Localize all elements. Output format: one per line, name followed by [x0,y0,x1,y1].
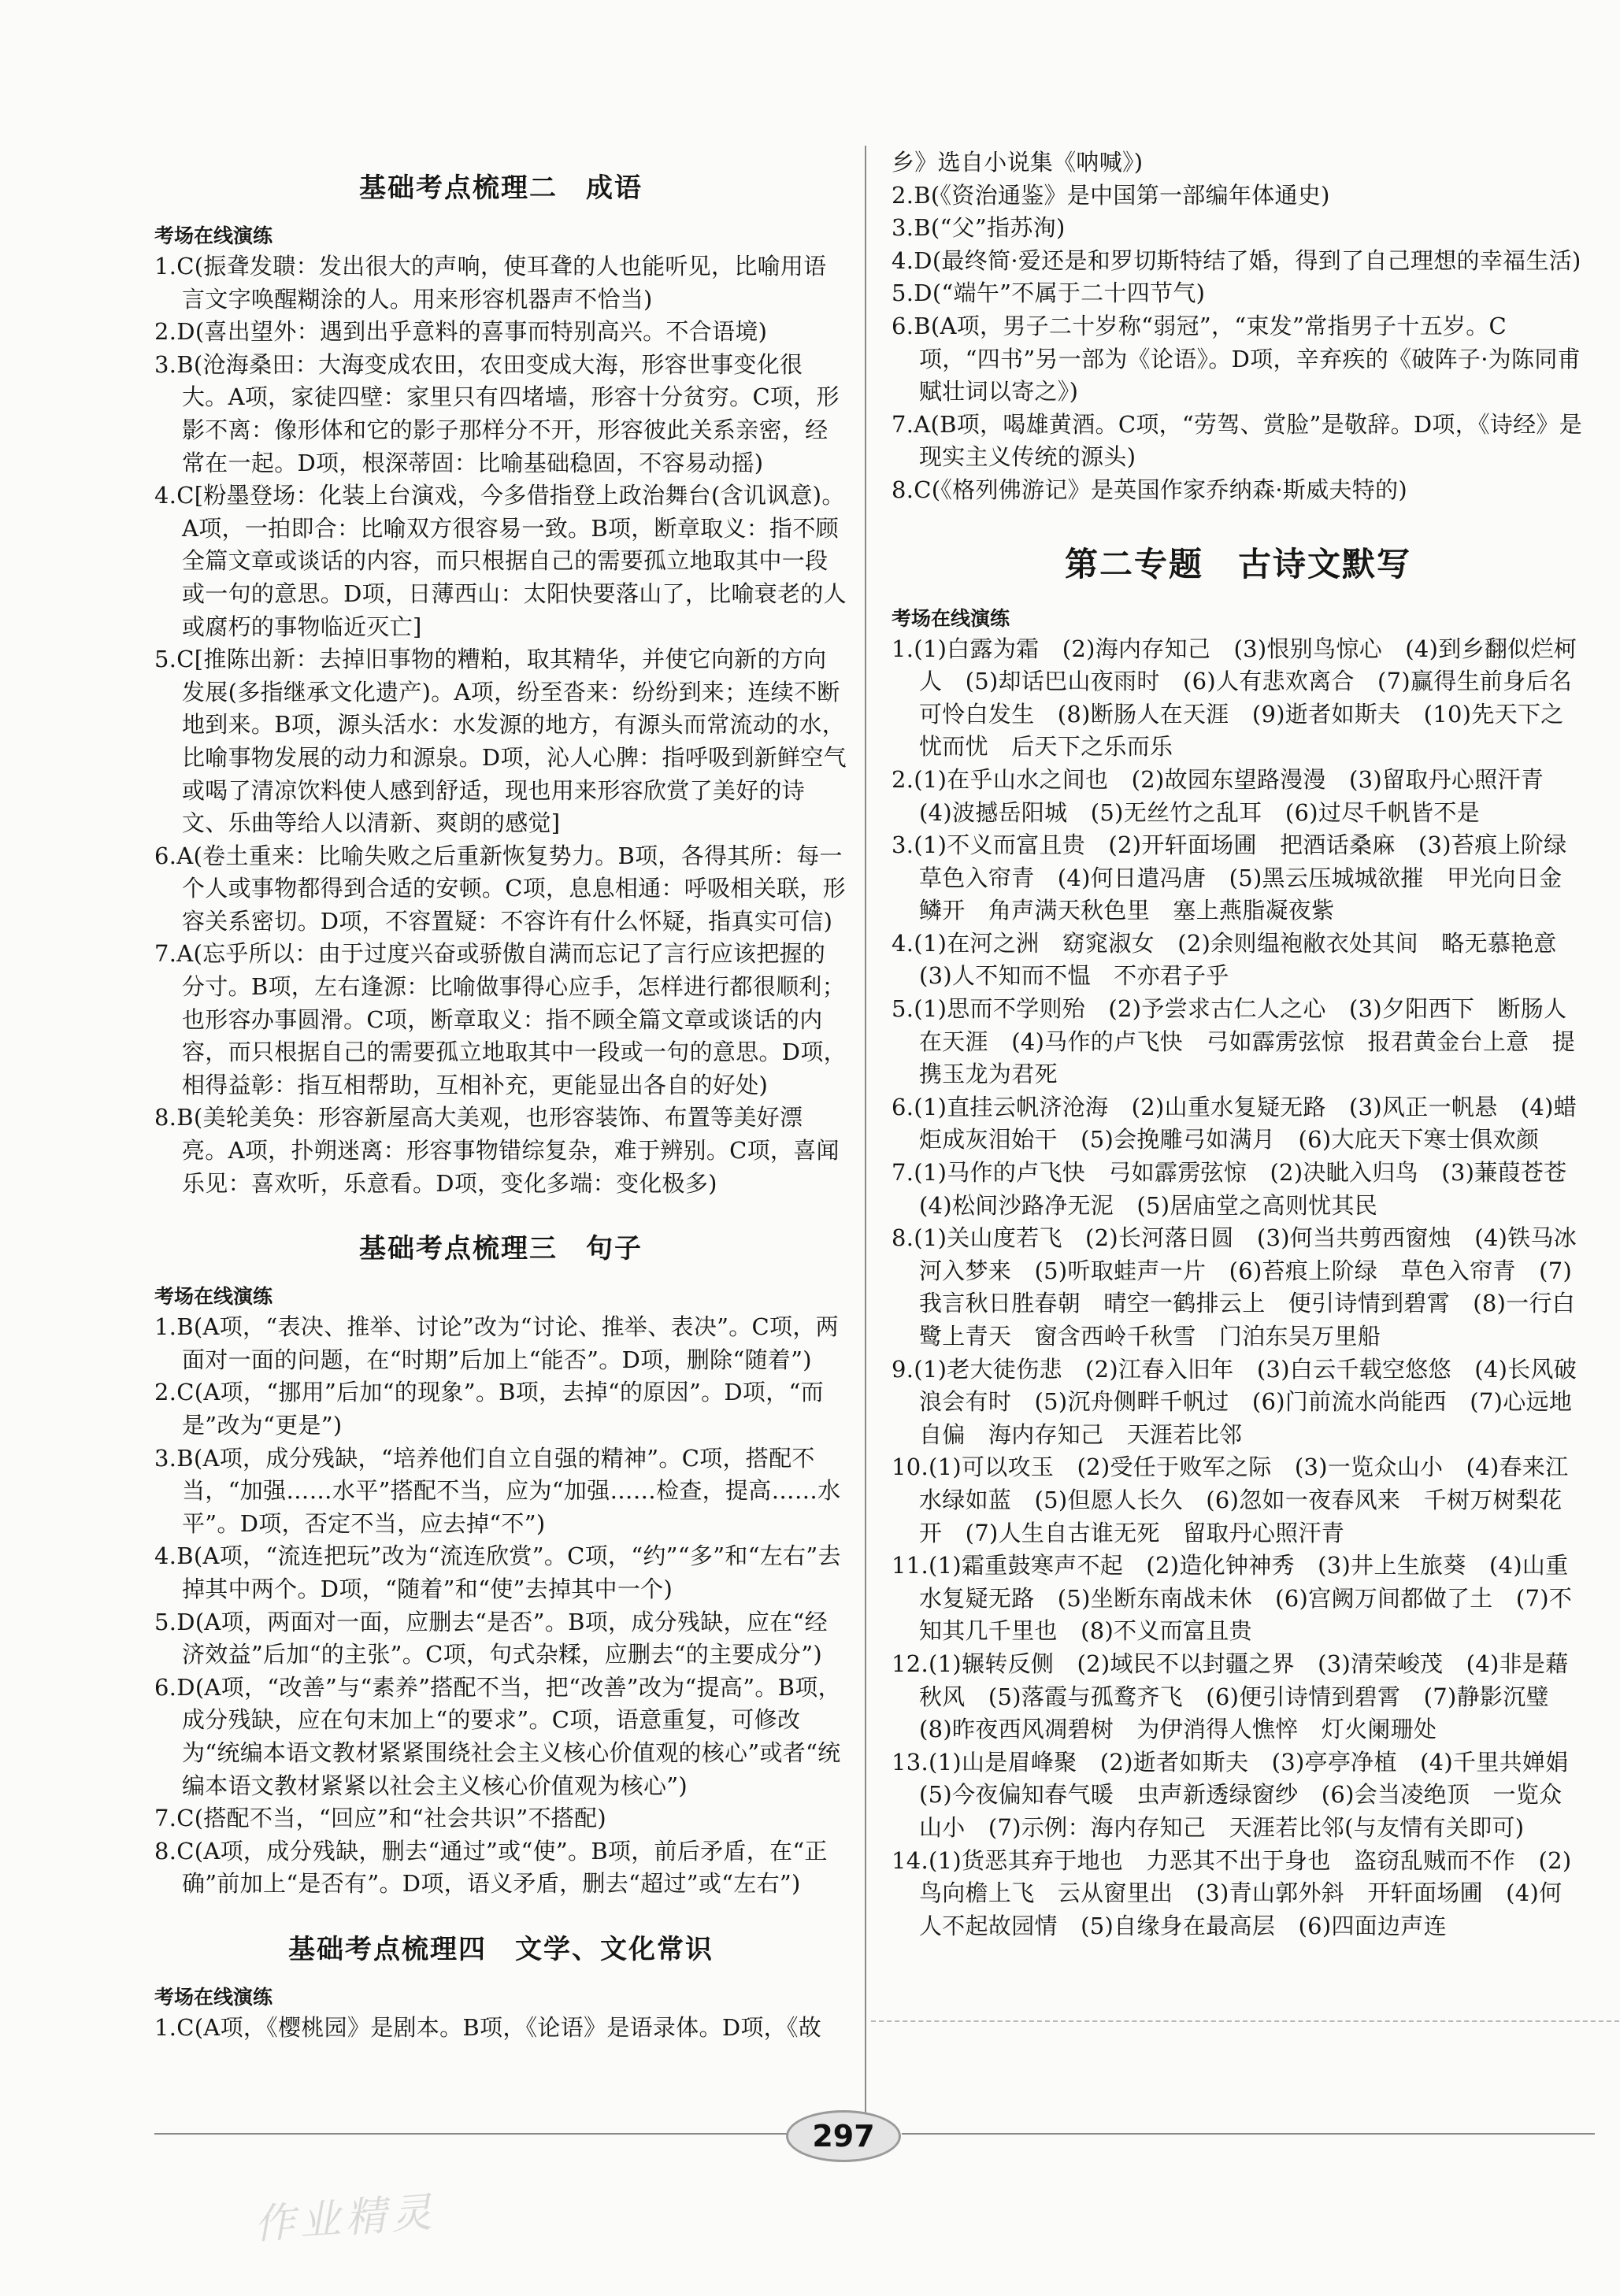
answer-item: 5.C[推陈出新：去掉旧事物的糟粕，取其精华，并使它向新的方向发展(多指继承文化遗产)。A项，纷至沓来：纷纷到来；连续不断地到来。B项，源头活水：水发源的地方，有源头而常流动的水，比喻事物发展的动力和源泉。D项，沁人心脾：指呼吸到新鲜空气或喝了清凉饮料使人感到舒适，现也用来形容欣赏了美好的诗文、乐曲等给人以清新、爽朗的感觉] [154,646,847,837]
answer-item: 1.C(A项，《樱桃园》是剧本。B项，《论语》是语录体。D项，《故 [154,2013,822,2041]
section-title-idioms: 基础考点梳理二 成语 [359,172,643,204]
answer-item: 8.(1)关山度若飞 (2)长河落日圆 (3)何当共剪西窗烛 (4)铁马冰河入梦来 (5)听取蛙声一片 (6)苔痕上阶绿 草色入帘青 (7)我言秋日胜春朝 晴空一鹤排云上 便引诗情到碧霄 (8)一行白鹭上青天 窗含西岭千秋雪 门泊东吴万里船 [892,1224,1577,1350]
practice-subheading: 考场在线演练 [154,1985,273,2009]
answer-item: 7.A(B项，喝雄黄酒。C项，“劳驾、赏脸”是敬辞。D项，《诗经》是现实主义传统的源头) [892,410,1583,471]
answer-item-continuation: 乡》选自小说集《呐喊》) [892,149,1144,176]
footer-rule-right [902,2133,1595,2135]
answer-item: 12.(1)辗转反侧 (2)域民不以封疆之界 (3)清荣峻茂 (4)非是藉秋风 (5)落霞与孤鹜齐飞 (6)便引诗情到碧霄 (7)静影沉璧 (8)昨夜西风凋碧树 为伊消得人憔悴 灯火阑珊处 [892,1650,1573,1743]
answer-item: 11.(1)霜重鼓寒声不起 (2)造化钟神秀 (3)井上生旅葵 (4)山重水复疑无路 (5)坐断东南战未休 (6)宫阙万间都做了土 (7)不知其几千里也 (8)不义而富且贵 [892,1552,1573,1645]
answer-item: 2.D(喜出望外：遇到出乎意料的喜事而特别高兴。不合语境) [154,318,768,346]
answer-item: 10.(1)可以攻玉 (2)受任于败军之际 (3)一览众山小 (4)春来江水绿如蓝 (5)但愿人长久 (6)忽如一夜春风来 千树万树梨花开 (7)人生自古谁无死 留取丹心照汗青 [892,1454,1569,1546]
right-column [892,146,1596,1942]
answer-item: 6.D(A项，“改善”与“素养”搭配不当，把“改善”改为“提高”。B项，成分残缺，应在句末加上“的要求”。C项，语意重复，可修改为“统编本语文教材紧紧围绕社会主义核心价值观的核心”或者“统编本语文教材紧紧以社会主义核心价值观为核心”) [154,1673,841,1799]
answer-item: 5.D(“端午”不属于二十四节气) [892,280,1206,307]
page-number: 297 [786,2110,901,2162]
answer-item: 3.B(A项，成分残缺，“培养他们自立自强的精神”。C项，搭配不当，“加强……水平”搭配不当，应为“加强……检查，提高……水平”。D项，否定不当，应去掉“不”) [154,1444,841,1537]
answer-item: 5.(1)思而不学则殆 (2)予尝求古仁人之心 (3)夕阳西下 断肠人在天涯 (4)马作的卢飞快 弓如霹雳弦惊 报君黄金台上意 提携玉龙为君死 [892,995,1576,1088]
answer-item: 6.B(A项，男子二十岁称“弱冠”，“束发”常指男子十五岁。C项，“四书”另一部为《论语》。D项，辛弃疾的《破阵子·为陈同甫赋壮词以寄之》) [892,312,1581,406]
answer-list-literature-continued [892,146,1585,507]
answer-item: 1.C(振聋发聩：发出很大的声响，使耳聋的人也能听见，比喻用语言文字唤醒糊涂的人。用来形容机器声不恰当) [154,253,827,313]
answer-item: 6.(1)直挂云帆济沧海 (2)山重水复疑无路 (3)风正一帆悬 (4)蜡炬成灰泪始干 (5)会挽雕弓如满月 (6)大庇天下寒士俱欢颜 [892,1093,1577,1154]
answer-item: 8.B(美轮美奂：形容新屋高大美观，也形容装饰、布置等美好漂亮。A项，扑朔迷离：形容事物错综复杂，难于辨别。C项，喜闻乐见：喜欢听，乐意看。D项，变化多端：变化极多) [154,1104,840,1197]
answer-item: 7.(1)马作的卢飞快 弓如霹雳弦惊 (2)决眦入归鸟 (3)蒹葭苍苍 (4)松间沙路净无泥 (5)居庙堂之高则忧其民 [892,1159,1590,1219]
answer-item: 14.(1)货恶其弃于地也 力恶其不出于身也 盗窃乱贼而不作 (2)鸟向檐上飞 云从窗里出 (3)青山郭外斜 开轩面场圃 (4)何人不起故园情 (5)自缘身在最高层 (6)四面边声连 [892,1846,1572,1939]
practice-subheading: 考场在线演练 [154,1285,273,1309]
answer-item: 3.(1)不义而富且贵 (2)开轩面场圃 把酒话桑麻 (3)苔痕上阶绿 草色入帘青 (4)何日遣冯唐 (5)黑云压城城欲摧 甲光向日金鳞开 角声满天秋色里 塞上燕脂凝夜紫 [892,831,1590,924]
section-title-sentences: 基础考点梳理三 句子 [359,1233,643,1265]
answer-item: 7.A(忘乎所以：由于过度兴奋或骄傲自满而忘记了言行应该把握的分寸。B项，左右逢源：比喻做事得心应手，怎样进行都很顺利；也形容办事圆滑。C项，断章取义：指不顾全篇文章或谈话的内容，而只根据自己的需要孤立地取其中一段或一句的意思。D项，相得益彰：指互相帮助，互相补充，更能显出各自的好处) [154,940,847,1098]
answer-item: 5.D(A项，两面对一面，应删去“是否”。B项，成分残缺，应在“经济效益”后加“的主张”。C项，句式杂糅，应删去“的主要成分”) [154,1608,828,1668]
answer-item: 6.A(卷土重来：比喻失败之后重新恢复势力。B项，各得其所：每一个人或事物都得到合适的安顿。C项，息息相通：呼吸相关联，形容关系密切。D项，不容置疑：不容许有什么怀疑，指真实可信) [154,842,846,935]
answer-item: 7.C(搭配不当，“回应”和“社会共识”不搭配) [154,1805,606,1832]
answer-item: 4.C[粉墨登场：化装上台演戏，今多借指登上政治舞台(含讥讽意)。A项，一拍即合：比喻双方很容易一致。B项，断章取义：指不顾全篇文章或谈话的内容，而只根据自己的需要孤立地取其中一段或一句的意思。D项，日薄西山：太阳快要落山了，比喻衰老的人或腐朽的事物临近灭亡] [154,482,847,640]
practice-subheading: 考场在线演练 [154,224,273,247]
footer-rule-left [154,2133,847,2135]
answer-item: 8.C(A项，成分残缺，删去“通过”或“使”。B项，前后矛盾，在“正确”前加上“是否有”。D项，语义矛盾，删去“超过”或“左右”) [154,1837,828,1898]
answer-item: 4.(1)在河之洲 窈窕淑女 (2)余则缊袍敝衣处其间 略无慕艳意 (3)人不知而不愠 不亦君子乎 [892,929,1581,990]
section-title-literature: 基础考点梳理四 文学、文化常识 [288,1933,714,1965]
answer-item: 2.B(《资治通鉴》是中国第一部编年体通史) [892,181,1330,209]
answer-item: 13.(1)山是眉峰聚 (2)逝者如斯夫 (3)亭亭净植 (4)千里共婵娟 (5)今夜偏知春气暖 虫声新透绿窗纱 (6)会当凌绝顶 一览众山小 (7)示例：海内存知己 天涯若比邻(与友情有关即可) [892,1748,1592,1841]
answer-item: 4.B(A项，“流连把玩”改为“流连欣赏”。C项，“约”“多”和“左右”去掉其中两个。D项，“随着”和“使”去掉其中一个) [154,1542,841,1602]
answer-item: 2.C(A项，“挪用”后加“的现象”。B项，去掉“的原因”。D项，“而是”改为“更是”) [154,1379,824,1439]
answer-item: 9.(1)老大徒伤悲 (2)江春入旧年 (3)白云千载空悠悠 (4)长风破浪会有时 (5)沉舟侧畔千帆过 (6)门前流水尚能西 (7)心远地自偏 海内存知己 天涯若比邻 [892,1355,1577,1448]
answer-list-sentences [154,1311,847,1901]
answer-list-literature [154,2012,847,2045]
answer-item: 8.C(《格列佛游记》是英国作家乔纳森·斯威夫特的) [892,476,1408,503]
watermark: 作业精灵 [252,2188,439,2250]
topic-title-poetry-dictation: 第二专题 古诗文默写 [1064,544,1411,583]
answer-item: 4.D(最终简·爱还是和罗切斯特结了婚，得到了自己理想的幸福生活) [892,246,1581,274]
answer-item: 1.(1)白露为霜 (2)海内存知己 (3)恨别鸟惊心 (4)到乡翻似烂柯人 (5)却话巴山夜雨时 (6)人有悲欢离合 (7)赢得生前身后名 可怜白发生 (8)断肠人在天涯 (9)逝者如斯夫 (10)先天下之忧而忧 后天下之乐而乐 [892,635,1596,761]
answer-list-poetry [892,633,1596,1943]
answer-item: 1.B(A项，“表决、推举、讨论”改为“讨论、推举、表决”。C项，两面对一面的问题，在“时期”后加上“能否”。D项，删除“随着”) [154,1313,839,1373]
left-column [154,138,847,2045]
answer-list-idioms [154,250,847,1200]
answer-item: 3.B(沧海桑田：大海变成农田，农田变成大海，形容世事变化很大。A项，家徒四壁：家里只有四堵墙，形容十分贫穷。C项，形影不离：像形体和它的影子那样分不开，形容彼此关系亲密，经常在一起。D项，根深蒂固：比喻基础稳固，不容易动摇) [154,350,840,476]
dashed-divider [871,2020,1619,2022]
answer-item: 2.(1)在乎山水之间也 (2)故园东望路漫漫 (3)留取丹心照汗青 (4)波撼岳阳城 (5)无丝竹之乱耳 (6)过尽千帆皆不是 [892,765,1567,826]
practice-subheading: 考场在线演练 [892,606,1010,630]
column-divider [865,146,866,2130]
answer-item: 3.B(“父”指苏洵) [892,214,1066,242]
